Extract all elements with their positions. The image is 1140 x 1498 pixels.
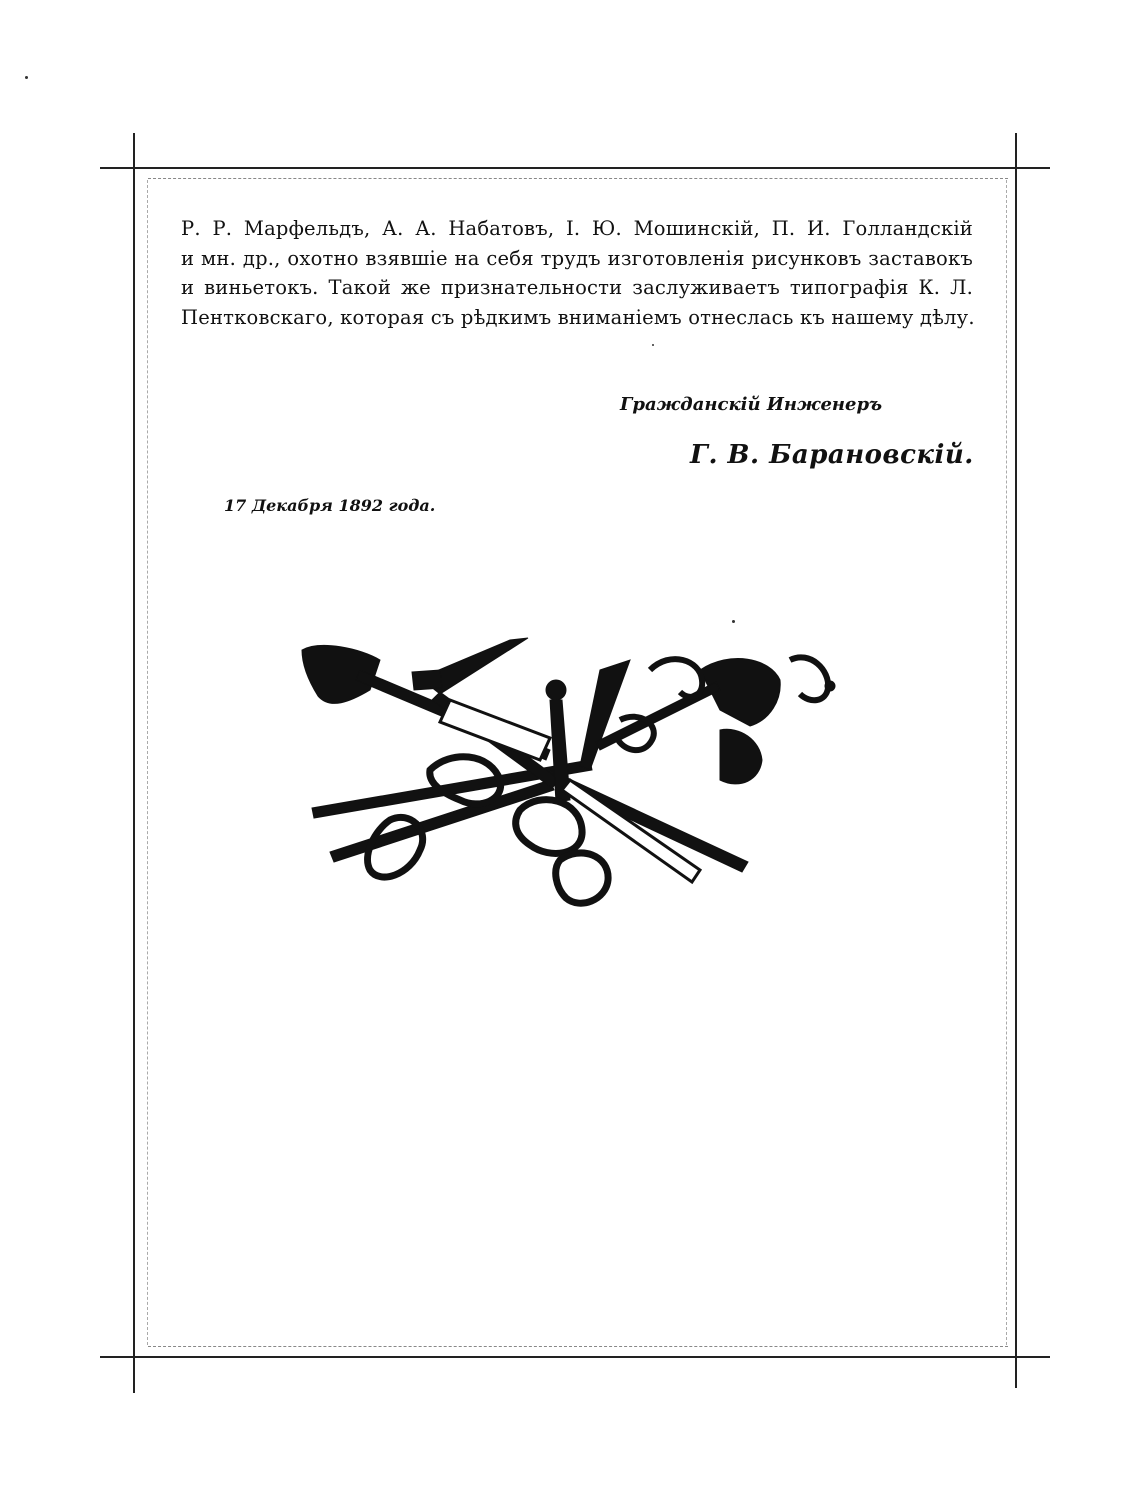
frame-dashed-right [1006,180,1007,1345]
document-date: 17 Декабря 1892 года. [224,496,436,515]
crop-mark-bottom-horizontal [100,1356,1050,1358]
body-paragraph [181,214,973,332]
frame-dashed-bottom [148,1346,1008,1347]
signature-name: Г. В. Барановскій. [690,440,974,470]
scan-speck [732,620,735,623]
frame-dashed-left [147,180,148,1345]
body-line: Пентковскаго, которая съ рѣдкимъ вниманіемъ отнеслась къ нашему дѣлу. [181,305,975,329]
frame-dashed-top [148,178,1008,179]
body-line: и виньетокъ. Такой же признательности заслуживаетъ типографія К. Л. [181,276,973,299]
scan-speck [25,76,28,79]
scan-speck [652,344,654,346]
tools-and-ribbons-vignette-icon [300,630,860,940]
crop-mark-right-vertical [1015,133,1017,1388]
signature-title: Гражданскій Инженеръ [620,394,883,415]
crop-mark-left-vertical [133,133,135,1393]
body-line: Р. Р. Марфельдъ, А. А. Набатовъ, І. Ю. Мошинскій, П. И. Голландскій [181,217,973,240]
crop-mark-top-horizontal [100,167,1050,169]
body-line: и мн. др., охотно взявшіе на себя трудъ изготовленія рисунковъ заставокъ [181,246,973,270]
